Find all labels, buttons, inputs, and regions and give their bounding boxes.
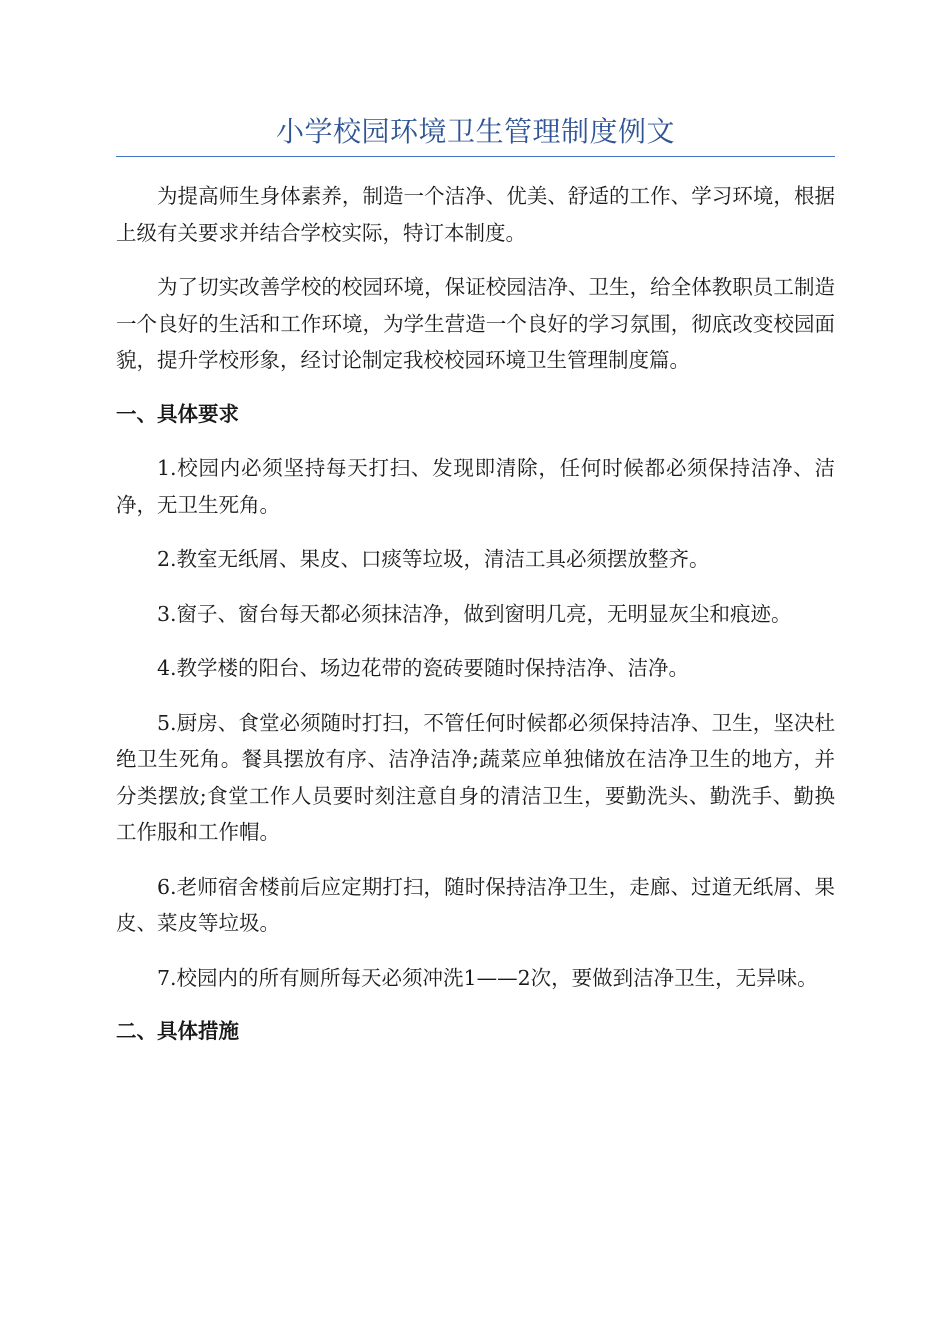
requirement-item-2: 2.教室无纸屑、果皮、口痰等垃圾，清洁工具必须摆放整齐。: [157, 547, 710, 571]
requirement-item-6: 6.老师宿舍楼前后应定期打扫，随时保持洁净卫生，走廊、过道无纸屑、果皮、菜皮等垃圾。: [116, 874, 835, 935]
requirement-item-1: 1.校园内必须坚持每天打扫、发现即清除，任何时候都必须保持洁净、洁净，无卫生死角。: [116, 456, 835, 517]
requirement-item-4: 4.教学楼的阳台、场边花带的瓷砖要随时保持洁净、洁净。: [157, 656, 690, 680]
section-heading-requirements: 一、具体要求: [116, 401, 239, 426]
requirement-item-7: 7.校园内的所有厕所每天必须冲洗1——2次，要做到洁净卫生，无异味。: [157, 965, 818, 990]
requirement-item-3: 3.窗子、窗台每天都必须抹洁净，做到窗明几亮，无明显灰尘和痕迹。: [157, 601, 792, 626]
section-heading-measures: 二、具体措施: [116, 1019, 239, 1043]
intro-paragraph-1: 为提高师生身体素养，制造一个洁净、优美、舒适的工作、学习环境，根据上级有关要求并结合学校实际，特订本制度。: [116, 184, 835, 245]
requirement-item-5: 5.厨房、食堂必须随时打扫，不管任何时候都必须保持洁净、卫生，坚决杜绝卫生死角。餐具摆放有序、洁净洁净;蔬菜应单独储放在洁净卫生的地方，并分类摆放;食堂工作人员要时刻注意自身的清洁卫生，要勤洗头、勤洗手、勤换工作服和工作帽。: [116, 710, 835, 844]
document-title: 小学校园环境卫生管理制度例文: [116, 110, 835, 157]
intro-paragraph-2: 为了切实改善学校的校园环境，保证校园洁净、卫生，给全体教职员工制造一个良好的生活和工作环境，为学生营造一个良好的学习氛围，彻底改变校园面貌，提升学校形象，经讨论制定我校校园环境卫生管理制度篇。: [116, 275, 835, 372]
document-page: [116, 110, 835, 1050]
